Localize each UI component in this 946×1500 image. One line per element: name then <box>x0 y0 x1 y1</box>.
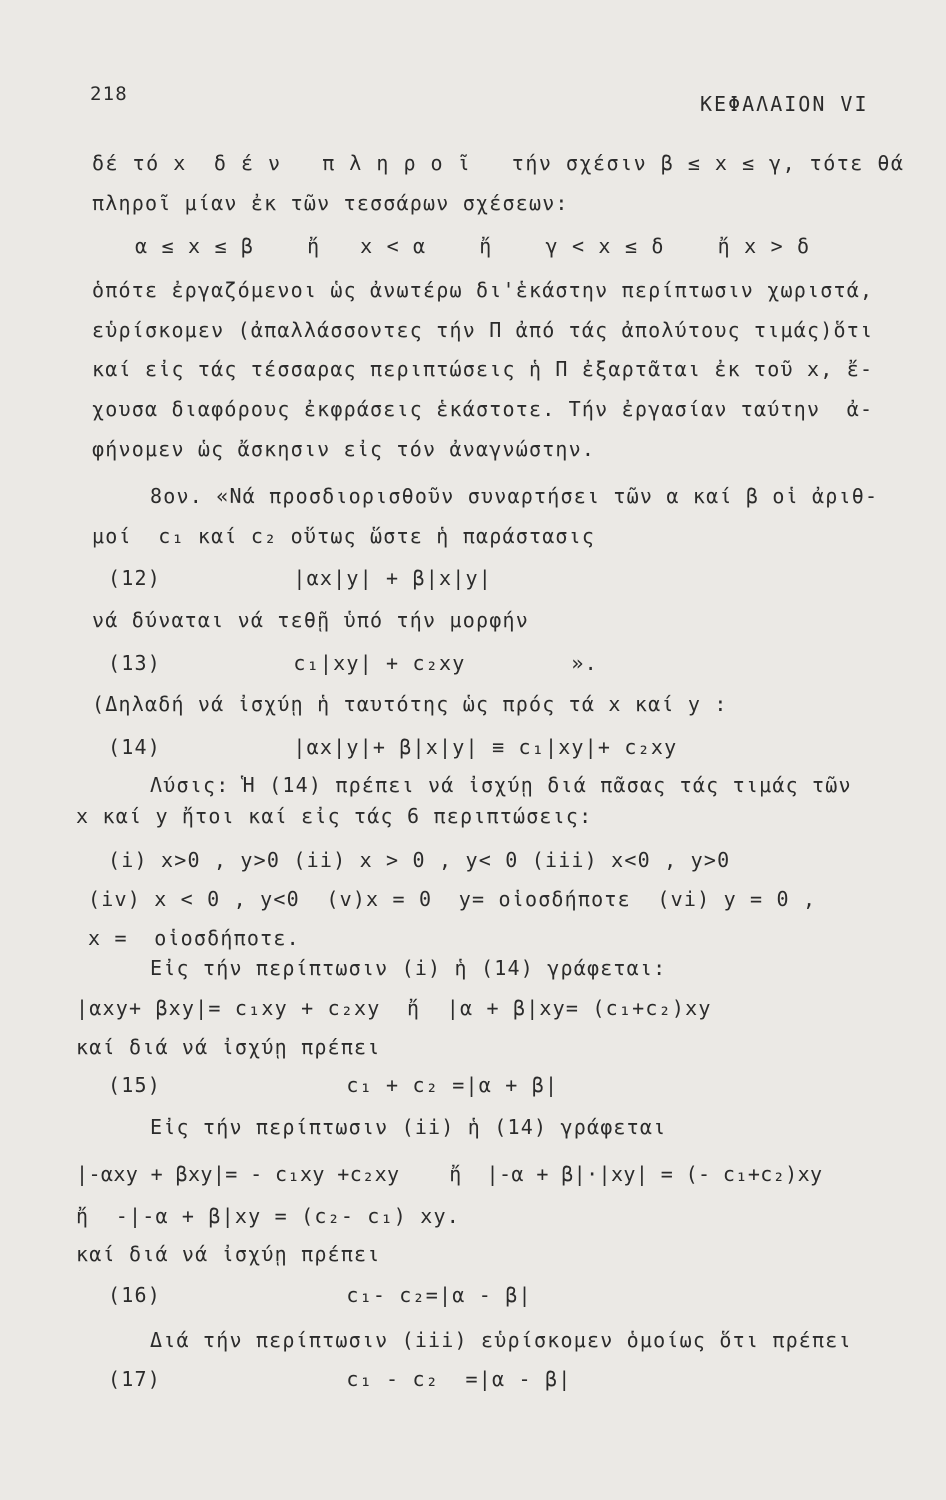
text-line: καί διά νά ἰσχύῃ πρέπει <box>76 1242 381 1266</box>
formula-line: |-αxy + βxy|= - c₁xy +c₂xy ἤ |-α + β|·|xy| = (- c₁+c₂)xy <box>76 1162 823 1186</box>
text-line: πληροῖ μίαν ἐκ τῶν τεσσάρων σχέσεων: <box>92 191 569 215</box>
page-number: 218 <box>90 83 128 105</box>
solution-line: Λύσις: Ἡ (14) πρέπει νά ἰσχύῃ διά πᾶσας τάς τιμάς τῶν <box>150 773 852 797</box>
formula-line: α ≤ x ≤ β ἤ x < α ἤ γ < x ≤ δ ἤ x > δ <box>135 234 811 258</box>
text-line: καί διά νά ἰσχύῃ πρέπει <box>76 1035 381 1059</box>
equation-16: (16) c₁- c₂=|α - β| <box>108 1283 532 1307</box>
text-line: νά δύναται νά τεθῇ ὑπό τήν μορφήν <box>92 608 529 632</box>
text-line: μοί c₁ καί c₂ οὕτως ὥστε ἡ παράστασις <box>92 524 596 548</box>
cases-line: x = οἱοσδήποτε. <box>88 926 300 950</box>
cases-line: (i) x>0 , y>0 (ii) x > 0 , y< 0 (iii) x<0 , y>0 <box>108 848 731 872</box>
chapter-header: ΚΕΦΑΛΑΙΟΝ VI <box>700 92 869 116</box>
text-line: δέ τό x δ έ ν π λ η ρ ο ῖ τήν σχέσιν β ≤ x ≤ γ, τότε θά <box>92 151 905 175</box>
text-line: x καί y ἤτοι καί εἰς τάς 6 περιπτώσεις: <box>76 804 593 828</box>
text-line: χουσα διαφόρους ἐκφράσεις ἑκάστοτε. Τήν ἐργασίαν ταύτην ἀ- <box>92 397 874 421</box>
equation-15: (15) c₁ + c₂ =|α + β| <box>108 1073 559 1097</box>
text-line: Εἰς τήν περίπτωσιν (i) ἡ (14) γράφεται: <box>150 956 667 980</box>
text-line: ὁπότε ἐργαζόμενοι ὡς ἀνωτέρω δι'ἑκάστην περίπτωσιν χωριστά, <box>92 278 874 302</box>
text-line: Διά τήν περίπτωσιν (iii) εὑρίσκομεν ὁμοίως ὅτι πρέπει <box>150 1328 852 1352</box>
equation-13: (13) c₁|xy| + c₂xy ». <box>108 651 598 675</box>
text-line: φήνομεν ὡς ἄσκησιν εἰς τόν ἀναγνώστην. <box>92 437 596 461</box>
problem-heading: 8ον. «Νά προσδιορισθοῦν συναρτήσει τῶν α καί β οἱ ἀριθ- <box>150 484 879 508</box>
equation-17: (17) c₁ - c₂ =|α - β| <box>108 1367 572 1391</box>
equation-14: (14) |αx|y|+ β|x|y| ≡ c₁|xy|+ c₂xy <box>108 735 678 759</box>
text-line: (Δηλαδή νά ἰσχύῃ ἡ ταυτότης ὡς πρός τά x καί y : <box>92 692 728 716</box>
equation-12: (12) |αx|y| + β|x|y| <box>108 566 492 590</box>
formula-line: |αxy+ βxy|= c₁xy + c₂xy ἤ |α + β|xy= (c₁+c₂)xy <box>76 996 712 1020</box>
text-line: εὑρίσκομεν (ἀπαλλάσσοντες τήν Π ἀπό τάς ἀπολύτους τιμάς)ὅτι <box>92 318 874 342</box>
text-line: καί εἰς τάς τέσσαρας περιπτώσεις ἡ Π ἐξαρτᾶται ἐκ τοῦ x, ἔ- <box>92 357 874 381</box>
formula-line: ἤ -|-α + β|xy = (c₂- c₁) xy. <box>76 1204 460 1228</box>
cases-line: (iv) x < 0 , y<0 (v)x = 0 y= οἱοσδήποτε (vi) y = 0 , <box>88 887 817 911</box>
text-line: Εἰς τήν περίπτωσιν (ii) ἡ (14) γράφεται <box>150 1115 667 1139</box>
